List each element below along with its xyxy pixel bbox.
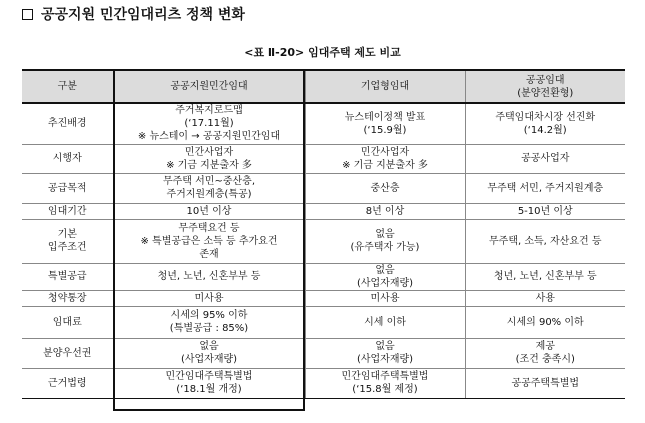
public-rental-cell xyxy=(465,290,625,306)
corporate-rental-cell xyxy=(305,306,465,338)
corporate-rental-cell-line: 민간임대주택특별법 xyxy=(341,371,429,382)
header-public-support-private-rental xyxy=(113,70,305,103)
corporate-rental-cell-line: 없음 xyxy=(375,229,395,240)
corporate-rental-cell xyxy=(305,103,465,144)
header-text-line: 기업형임대 xyxy=(360,81,410,92)
corporate-rental-cell-line: 없음 xyxy=(375,264,395,276)
row-label-cell xyxy=(22,263,113,290)
public-support-cell-line: (사업자재량) xyxy=(180,354,238,365)
public-rental-cell xyxy=(465,203,625,219)
public-support-cell-line: (특별공급 : 85%) xyxy=(169,323,249,334)
header-text-line: 공공지원민간임대 xyxy=(170,81,248,92)
corporate-rental-cell-line: (유주택자 가능) xyxy=(350,242,420,253)
row-label-cell-line: 특별공급 xyxy=(47,271,87,282)
row-label-cell-line: 시행자 xyxy=(52,153,82,164)
public-support-cell-line: 미사용 xyxy=(194,292,224,304)
header-text-line: 구분 xyxy=(57,81,77,92)
row-label-cell xyxy=(22,173,113,203)
public-support-cell-line: 민간임대주택특별법 xyxy=(165,371,253,382)
section-heading-text: 공공지원 민간임대리츠 정책 변화 xyxy=(41,7,245,23)
table-row xyxy=(22,203,625,219)
row-label-cell-line: 청약통장 xyxy=(47,292,87,304)
row-label-cell-line: 추진배경 xyxy=(47,118,87,130)
public-rental-cell-line: 시세의 90% 이하 xyxy=(506,316,584,328)
public-support-cell xyxy=(113,203,305,219)
table-row xyxy=(22,263,625,290)
row-label-cell xyxy=(22,338,113,368)
corporate-rental-cell xyxy=(305,338,465,368)
public-rental-cell xyxy=(465,368,625,398)
row-label-cell xyxy=(22,219,113,263)
row-label-cell-line: 입주조건 xyxy=(47,242,87,253)
corporate-rental-cell xyxy=(305,173,465,203)
corporate-rental-cell xyxy=(305,263,465,290)
corporate-rental-cell xyxy=(305,368,465,398)
public-support-cell xyxy=(113,306,305,338)
corporate-rental-cell-line: 미사용 xyxy=(370,292,400,304)
public-support-cell xyxy=(113,103,305,144)
table-row xyxy=(22,290,625,306)
public-support-cell-line: ※ 특별공급은 소득 등 추가요건 xyxy=(140,235,278,247)
row-label-cell xyxy=(22,203,113,219)
row-label-cell-line: 분양우선권 xyxy=(43,347,92,359)
public-rental-cell-line: 청년, 노년, 신혼부부 등 xyxy=(493,271,597,282)
table-row xyxy=(22,338,625,368)
public-rental-cell xyxy=(465,263,625,290)
public-support-cell xyxy=(113,338,305,368)
checkbox-square-icon xyxy=(22,9,33,20)
corporate-rental-cell-line: 중산층 xyxy=(370,182,400,194)
public-rental-cell-line: 주택임대차시장 선진화 xyxy=(495,111,596,123)
corporate-rental-cell-line: (사업자재량) xyxy=(356,354,414,365)
public-rental-cell xyxy=(465,306,625,338)
public-support-cell xyxy=(113,263,305,290)
public-support-cell-line: 없음 xyxy=(199,341,219,352)
public-rental-cell-line: 5-10년 이상 xyxy=(517,205,573,217)
header-public-rental xyxy=(465,70,625,103)
row-label-cell-line: 기본 xyxy=(57,229,77,240)
corporate-rental-cell-line: 민간사업자 xyxy=(360,146,410,158)
public-support-cell-line: 10년 이상 xyxy=(186,205,232,217)
header-category xyxy=(22,70,113,103)
public-support-cell-line: 청년, 노년, 신혼부부 등 xyxy=(157,271,261,282)
public-rental-cell xyxy=(465,103,625,144)
table-row xyxy=(22,368,625,398)
row-label-cell-line: 임대료 xyxy=(52,316,82,328)
public-rental-cell-line: 공공사업자 xyxy=(521,153,570,164)
public-rental-cell-line: 무주택, 소득, 자산요건 등 xyxy=(489,235,602,247)
table-row xyxy=(22,219,625,263)
public-support-cell-line: (‘18.1월 개정) xyxy=(176,384,242,395)
public-support-cell xyxy=(113,290,305,306)
public-support-cell-line: (‘17.11월) xyxy=(184,118,234,130)
corporate-rental-cell xyxy=(305,203,465,219)
public-rental-cell-line: 무주택 서민, 주거지원계층 xyxy=(487,182,604,194)
public-rental-cell-line: 공공주택특별법 xyxy=(511,377,580,389)
public-support-cell xyxy=(113,144,305,173)
corporate-rental-cell xyxy=(305,144,465,173)
public-support-cell-line: ※ 기금 지분출자 多 xyxy=(166,159,252,171)
header-text-line: 공공임대 xyxy=(525,74,565,86)
corporate-rental-cell-line: 없음 xyxy=(375,341,395,352)
public-support-cell-line: 주거복지로드맵 xyxy=(175,105,243,117)
public-rental-cell xyxy=(465,219,625,263)
public-support-cell-line: 민간사업자 xyxy=(184,146,234,158)
corporate-rental-cell-line: (사업자재량) xyxy=(356,277,414,289)
public-rental-cell-line: (‘14.2월) xyxy=(523,124,567,136)
corporate-rental-cell-line: 시세 이하 xyxy=(364,316,406,328)
public-support-cell-line: 주거지원계층(특공) xyxy=(166,189,252,200)
public-support-cell-line: 무주택요건 등 xyxy=(178,222,240,234)
row-label-cell xyxy=(22,368,113,398)
public-support-cell-line: 무주택 서민~중산층, xyxy=(162,176,256,187)
corporate-rental-cell xyxy=(305,219,465,263)
public-rental-cell xyxy=(465,173,625,203)
corporate-rental-cell-line: 8년 이상 xyxy=(365,205,405,217)
corporate-rental-cell-line: ※ 기금 지분출자 多 xyxy=(342,159,428,171)
corporate-rental-cell-line: (‘15.8월 제정) xyxy=(352,384,418,395)
corporate-rental-cell xyxy=(305,290,465,306)
table-header-row xyxy=(22,70,625,103)
row-label-cell-line: 근거법령 xyxy=(47,377,87,389)
public-rental-cell-line: 사용 xyxy=(535,292,555,304)
public-rental-cell xyxy=(465,338,625,368)
header-text-line: (분양전환형) xyxy=(517,87,574,99)
corporate-rental-cell-line: 뉴스테이정책 발표 xyxy=(344,111,426,123)
public-support-cell xyxy=(113,368,305,398)
public-support-cell-line: 시세의 95% 이하 xyxy=(170,310,248,321)
public-support-cell-line: ※ 뉴스테이 → 공공지원민간임대 xyxy=(137,131,281,143)
table-row xyxy=(22,306,625,338)
table-row xyxy=(22,173,625,203)
corporate-rental-cell-line: (‘15.9월) xyxy=(363,124,407,136)
table-row xyxy=(22,144,625,173)
header-corporate-rental xyxy=(305,70,465,103)
table-caption: <표 Ⅱ-20> 임대주택 제도 비교 xyxy=(244,46,401,59)
row-label-cell xyxy=(22,144,113,173)
public-support-cell xyxy=(113,173,305,203)
public-support-cell xyxy=(113,219,305,263)
public-support-cell-line: 존재 xyxy=(199,248,219,260)
row-label-cell xyxy=(22,290,113,306)
rental-housing-comparison-table xyxy=(22,69,625,399)
row-label-cell xyxy=(22,103,113,144)
table-row xyxy=(22,103,625,144)
public-rental-cell-line: (조건 충족시) xyxy=(515,354,575,365)
section-heading xyxy=(22,2,245,26)
public-rental-cell-line: 제공 xyxy=(535,341,555,352)
row-label-cell-line: 임대기간 xyxy=(47,205,87,217)
row-label-cell-line: 공급목적 xyxy=(47,182,87,194)
row-label-cell xyxy=(22,306,113,338)
public-rental-cell xyxy=(465,144,625,173)
